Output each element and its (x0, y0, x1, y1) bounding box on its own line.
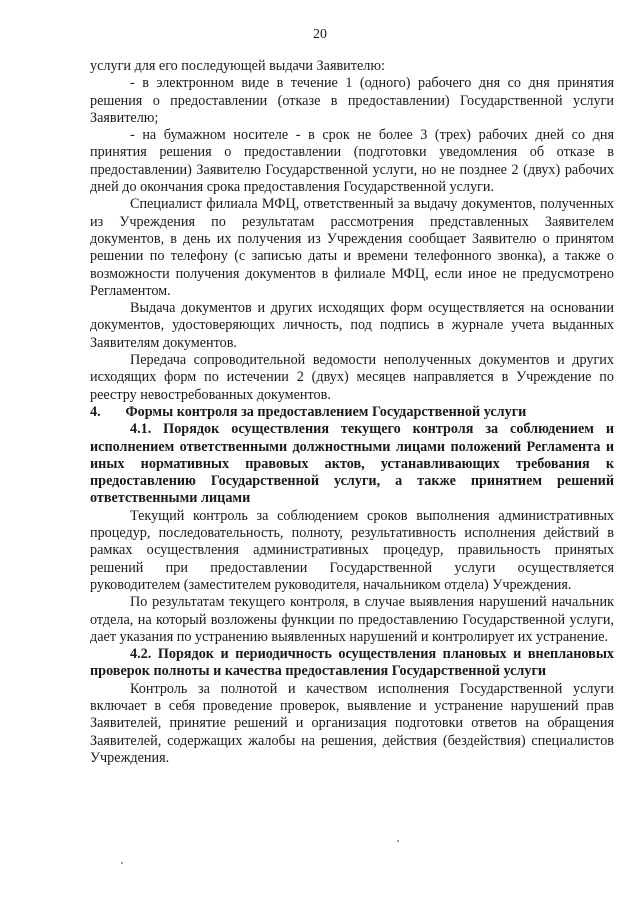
scan-speck (397, 840, 399, 842)
subsection-heading: 4.2. Порядок и периодичность осуществления плановых и внеплановых проверок полноты и качества предоставления Государственной услуги (90, 646, 614, 680)
section-heading: 4. Формы контроля за предоставлением Государственной услуги (90, 403, 527, 420)
subsection-heading: 4.1. Порядок осуществления текущего контроля за соблюдением и исполнением ответственными должностными лицами положений Регламента и иных нормативных правовых актов, устанавливающих требования к предоставлению Государственной услуги, а также принятием решений ответственными лицами (90, 421, 614, 507)
paragraph: Текущий контроль за соблюдением сроков выполнения административных процедур, последовательность, полноту, результативность исполнения действий в рамках осуществления административных процедур, правильность принятых решений при предоставлении Государственной услуги осуществляется руководителем (заместителем руководителя, начальником отдела) Учреждения. (90, 507, 614, 593)
paragraph: По результатам текущего контроля, в случае выявления нарушений начальник отдела, на который возложены функции по предоставлению Государственной услуги, дает указания по устранению выявленных нарушений и контролирует их устранение. (90, 594, 614, 645)
paragraph: Выдача документов и других исходящих форм осуществляется на основании документов, удостоверяющих личность, под подпись в журнале учета выданных Заявителям документов. (90, 300, 614, 351)
paragraph: - на бумажном носителе - в срок не более 3 (трех) рабочих дней со дня принятия решения о предоставлении (подготовки уведомления об отказе в предоставлении) Заявителю Государственной услуги, но не позднее 2 (двух) рабочих дней до окончания срока предоставления Государственной услуги. (90, 127, 614, 196)
paragraph: услуги для его последующей выдачи Заявителю: (90, 58, 385, 74)
paragraph: Контроль за полнотой и качеством исполнения Государственной услуги включает в себя проведение проверок, выявление и устранение нарушений прав Заявителей, принятие решений и организация подготовки ответов на обращения Заявителей, содержащих жалобы на решения, действия (бездействия) специалистов Учреждения. (90, 680, 614, 766)
paragraph: Передача сопроводительной ведомости неполученных документов и других исходящих форм по истечении 2 (двух) месяцев направляется в Учреждение по реестру невостребованных документов. (90, 352, 614, 403)
paragraph: Специалист филиала МФЦ, ответственный за выдачу документов, полученных из Учреждения по результатам рассмотрения представленных Заявителем документов, в день их получения из Учреждения сообщает Заявителю о принятом решении по телефону (с записью даты и времени телефонного звонка), а также о возможности получения документов в филиале МФЦ, если иное не предусмотрено Регламентом. (90, 196, 614, 299)
document-body (90, 58, 614, 767)
page-number: 20 (313, 27, 327, 42)
paragraph: - в электронном виде в течение 1 (одного) рабочего дня со дня принятия решения о предоставлении (отказе в предоставлении) Государственной услуги Заявителю; (90, 75, 614, 126)
scan-speck (121, 862, 123, 864)
